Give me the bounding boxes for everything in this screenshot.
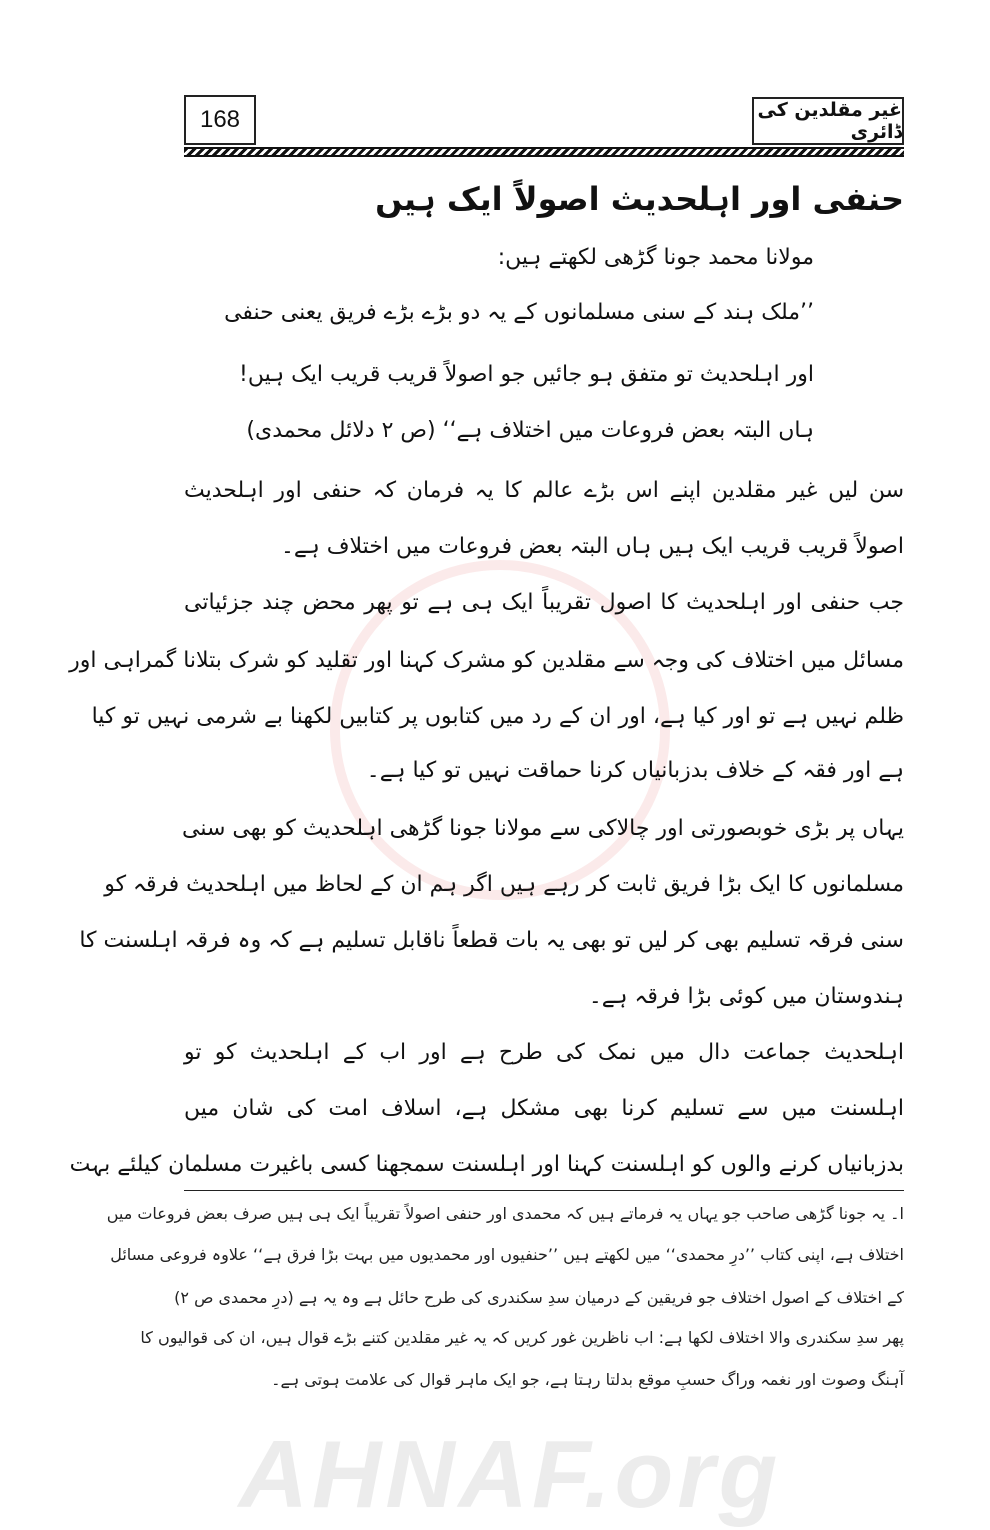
book-title-box: غیر مقلدین کی ڈائری	[752, 97, 904, 145]
paragraph-line: یہاں پر بڑی خوبصورتی اور چالاکی سے مولانا جونا گڑھی اہلحدیث کو بھی سنی	[182, 816, 904, 841]
paragraph-line: اہلحدیث جماعت دال میں نمک کی طرح ہے اور اب کے اہلحدیث کو تو	[184, 1040, 904, 1065]
footnote-line: کے اختلاف کے اصول اختلاف جو فریقین کے درمیان سدِ سکندری کی طرح حائل ہے وہ یہ ہے (درِ محمدی ص ۲)	[174, 1288, 904, 1307]
quote-line: اور اہلحدیث تو متفق ہو جائیں جو اصولاً قریب قریب ایک ہیں!	[239, 362, 814, 387]
paragraph-line: جب حنفی اور اہلحدیث کا اصول تقریباً ایک ہی ہے تو پھر محض چند جزئیاتی	[184, 590, 904, 615]
paragraph-line: ظلم نہیں ہے تو اور کیا ہے، اور ان کے رد میں کتابوں پر کتابیں لکھنا بے شرمی نہیں تو کیا	[91, 704, 904, 729]
paragraph-line: سنی فرقہ تسلیم بھی کر لیں تو بھی یہ بات قطعاً ناقابل تسلیم ہے کہ وہ فرقہ اہلسنت کا	[79, 928, 904, 953]
paragraph-line: مسائل میں اختلاف کی وجہ سے مقلدین کو مشرک کہنا اور تقلید کو شرک بتلانا گمراہی اور	[69, 648, 904, 673]
site-watermark: AHNAF.org	[238, 1421, 782, 1528]
paragraph-line: سن لیں غیر مقلدین اپنے اس بڑے عالم کا یہ فرمان کہ حنفی اور اہلحدیث	[184, 478, 904, 503]
quote-line: ہاں البتہ بعض فروعات میں اختلاف ہے‘‘ (ص ۲ دلائل محمدی)	[246, 418, 814, 443]
paragraph-line: ہندوستان میں کوئی بڑا فرقہ ہے۔	[588, 984, 904, 1009]
paragraph-line: بدزبانیاں کرنے والوں کو اہلسنت کہنا اور اہلسنت سمجھنا کسی باغیرت مسلمان کیلئے بہت	[69, 1152, 904, 1177]
footnote-line: آہنگ وصوت اور نغمہ وراگ حسبِ موقع بدلتا رہتا ہے، جو ایک ماہر قوال کی علامت ہوتی ہے۔	[271, 1370, 904, 1389]
intro-line: مولانا محمد جونا گڑھی لکھتے ہیں:	[497, 245, 814, 270]
footnote-line: اختلاف ہے، اپنی کتاب ’’درِ محمدی‘‘ میں لکھتے ہیں ’’حنفیوں اور محمدیوں میں بہت بڑا فرق ہے‘‘ علاوہ فروعی مسائل	[110, 1245, 904, 1264]
paragraph-line: اہلسنت میں سے تسلیم کرنا بھی مشکل ہے، اسلاف امت کی شان میں	[184, 1096, 904, 1121]
footnote-line: پھر سدِ سکندری والا اختلاف لکھا ہے: اب ناظرین غور کریں کہ یہ غیر مقلدین کتنے بڑے قوال ہیں، ان کی قوالیوں کا	[140, 1328, 904, 1347]
footnote-line: ا۔ یہ جونا گڑھی صاحب جو یہاں یہ فرماتے ہیں کہ محمدی اور حنفی اصولاً تقریباً ایک ہی ہیں صرف بعض فروعات میں	[106, 1204, 904, 1223]
section-heading: حنفی اور اہلحدیث اصولاً ایک ہیں	[375, 180, 904, 218]
footnote-divider	[184, 1190, 904, 1191]
page-number-box: 168	[184, 95, 256, 145]
quote-line: ’’ملک ہند کے سنی مسلمانوں کے یہ دو بڑے بڑے فریق یعنی حنفی	[224, 300, 814, 325]
paragraph-line: اصولاً قریب قریب ایک ہیں ہاں البتہ بعض فروعات میں اختلاف ہے۔	[281, 534, 904, 559]
header-hatched-rule	[184, 147, 904, 157]
paragraph-line: ہے اور فقہ کے خلاف بدزبانیاں کرنا حماقت نہیں تو کیا ہے۔	[366, 758, 904, 783]
paragraph-line: مسلمانوں کا ایک بڑا فریق ثابت کر رہے ہیں اگر ہم ان کے لحاظ میں اہلحدیث فرقہ کو	[104, 872, 904, 897]
